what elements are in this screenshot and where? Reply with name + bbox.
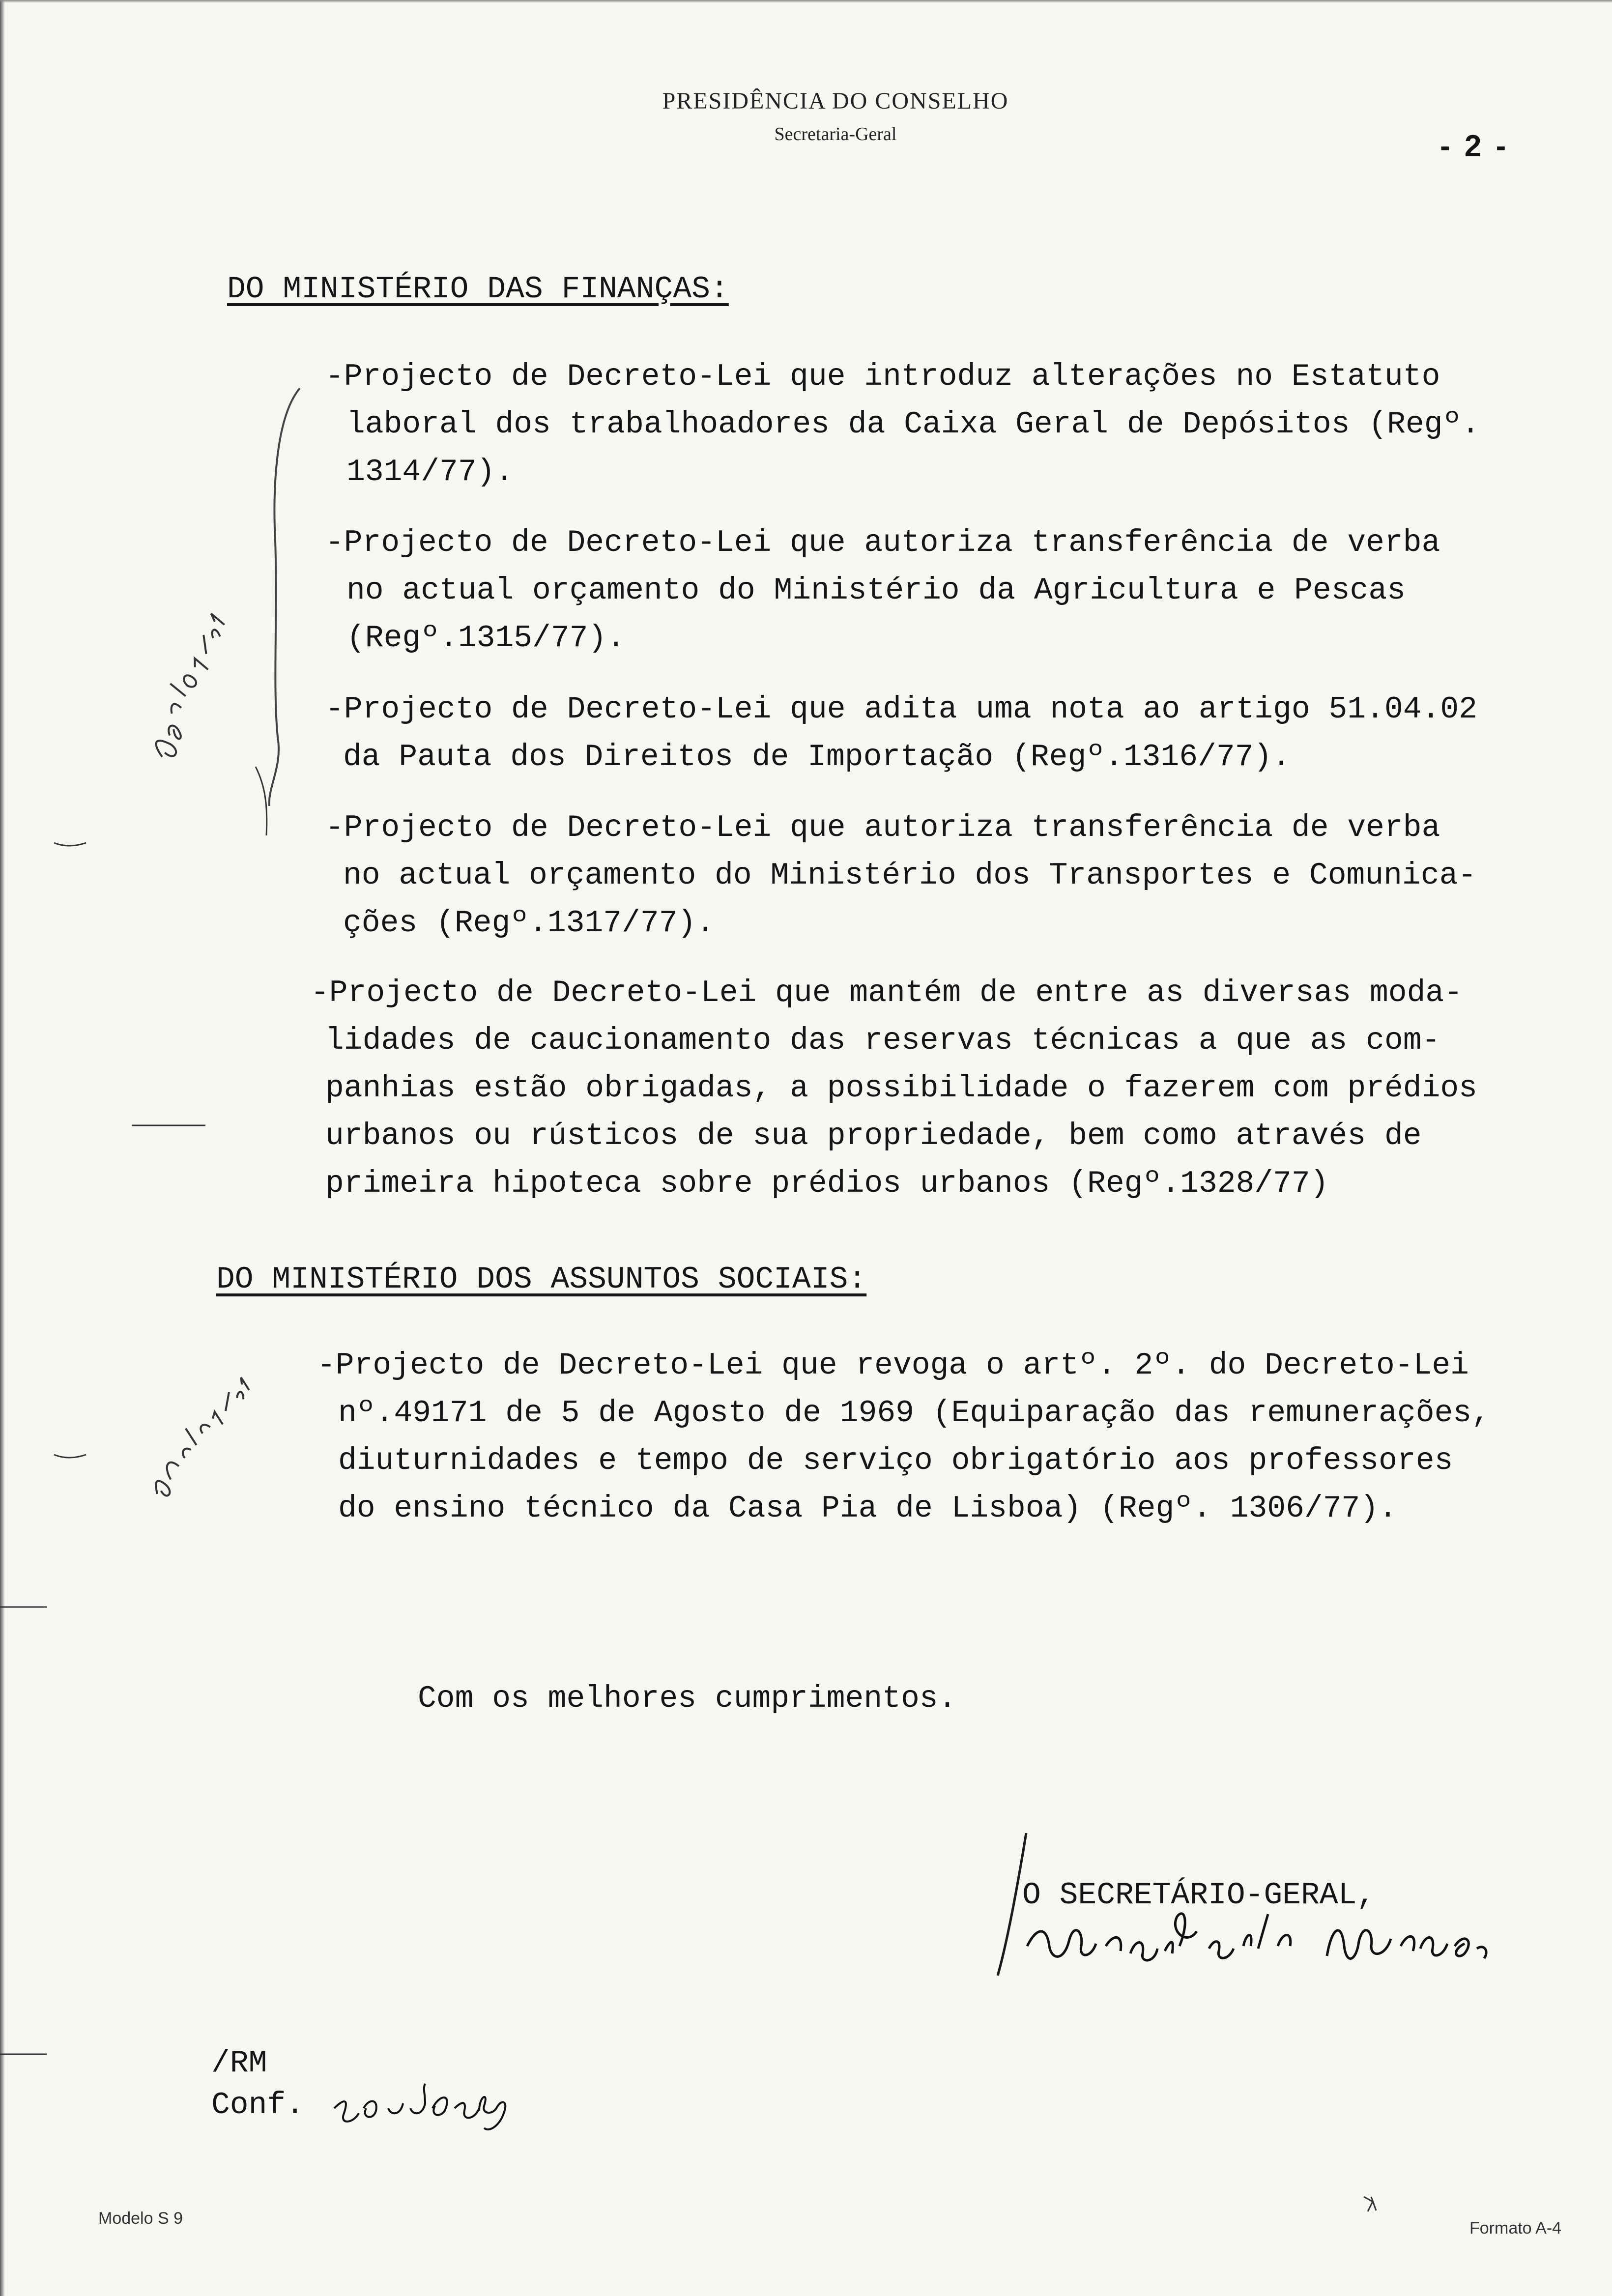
item-line: urbanos ou rústicos de sua propriedade, bem como através de bbox=[325, 1119, 1422, 1153]
item-line: da Pauta dos Direitos de Importação (Regº.1316/77). bbox=[343, 740, 1291, 775]
section-heading-financas: DO MINISTÉRIO DAS FINANÇAS: bbox=[227, 272, 729, 307]
page-number: - 2 - bbox=[1440, 129, 1509, 163]
margin-bracket bbox=[269, 388, 300, 806]
secretary-signature bbox=[1027, 1914, 1486, 1960]
letterhead-department: Secretaria-Geral bbox=[774, 124, 897, 144]
margin-annotation-handwriting bbox=[133, 613, 249, 762]
reference-conf-label: Conf. bbox=[211, 2088, 305, 2123]
item-line: diuturnidades e tempo de serviço obrigatório aos professores bbox=[338, 1443, 1453, 1478]
footer-model: Modelo S 9 bbox=[98, 2209, 183, 2228]
item-line: -Projecto de Decreto-Lei que autoriza transferência de verba bbox=[325, 525, 1440, 560]
item-line: 1314/77). bbox=[346, 455, 514, 489]
item-line: -Projecto de Decreto-Lei que introduz alterações no Estatuto bbox=[325, 359, 1440, 394]
footer-format: Formato A-4 bbox=[1469, 2219, 1562, 2238]
item-line: laboral dos trabalhoadores da Caixa Geral de Depósitos (Regº. bbox=[346, 407, 1480, 442]
conf-signature bbox=[334, 2084, 505, 2129]
item-line: primeira hipoteca sobre prédios urbanos (Regº.1328/77) bbox=[325, 1166, 1329, 1201]
item-line: -Projecto de Decreto-Lei que mantém de entre as diversas moda- bbox=[311, 976, 1463, 1010]
margin-annotation-handwriting bbox=[135, 1378, 269, 1500]
item-line: do ensino técnico da Casa Pia de Lisboa) (Regº. 1306/77). bbox=[338, 1491, 1397, 1526]
item-line: no actual orçamento do Ministério da Agricultura e Pescas bbox=[346, 573, 1406, 608]
signature-title: O SECRETÁRIO-GERAL, bbox=[1022, 1878, 1376, 1913]
item-line: -Projecto de Decreto-Lei que adita uma nota ao artigo 51.04.02 bbox=[325, 692, 1477, 727]
section-heading-assuntos-sociais: DO MINISTÉRIO DOS ASSUNTOS SOCIAIS: bbox=[216, 1262, 867, 1297]
item-line: nº.49171 de 5 de Agosto de 1969 (Equiparação das remunerações, bbox=[338, 1396, 1490, 1431]
letterhead-institution: PRESIDÊNCIA DO CONSELHO bbox=[662, 88, 1009, 114]
item-line: ções (Regº.1317/77). bbox=[343, 906, 715, 941]
closing-salutation: Com os melhores cumprimentos. bbox=[418, 1681, 957, 1716]
item-line: (Regº.1315/77). bbox=[346, 621, 626, 656]
item-line: -Projecto de Decreto-Lei que revoga o artº. 2º. do Decreto-Lei bbox=[317, 1348, 1469, 1383]
item-line: -Projecto de Decreto-Lei que autoriza transferência de verba bbox=[325, 810, 1440, 845]
item-line: no actual orçamento do Ministério dos Transportes e Comunica- bbox=[343, 858, 1477, 893]
item-line: panhias estão obrigadas, a possibilidade o fazerem com prédios bbox=[325, 1071, 1477, 1106]
item-line: lidades de caucionamento das reservas técnicas a que as com- bbox=[325, 1023, 1440, 1058]
reference-initials: /RM bbox=[211, 2046, 267, 2081]
